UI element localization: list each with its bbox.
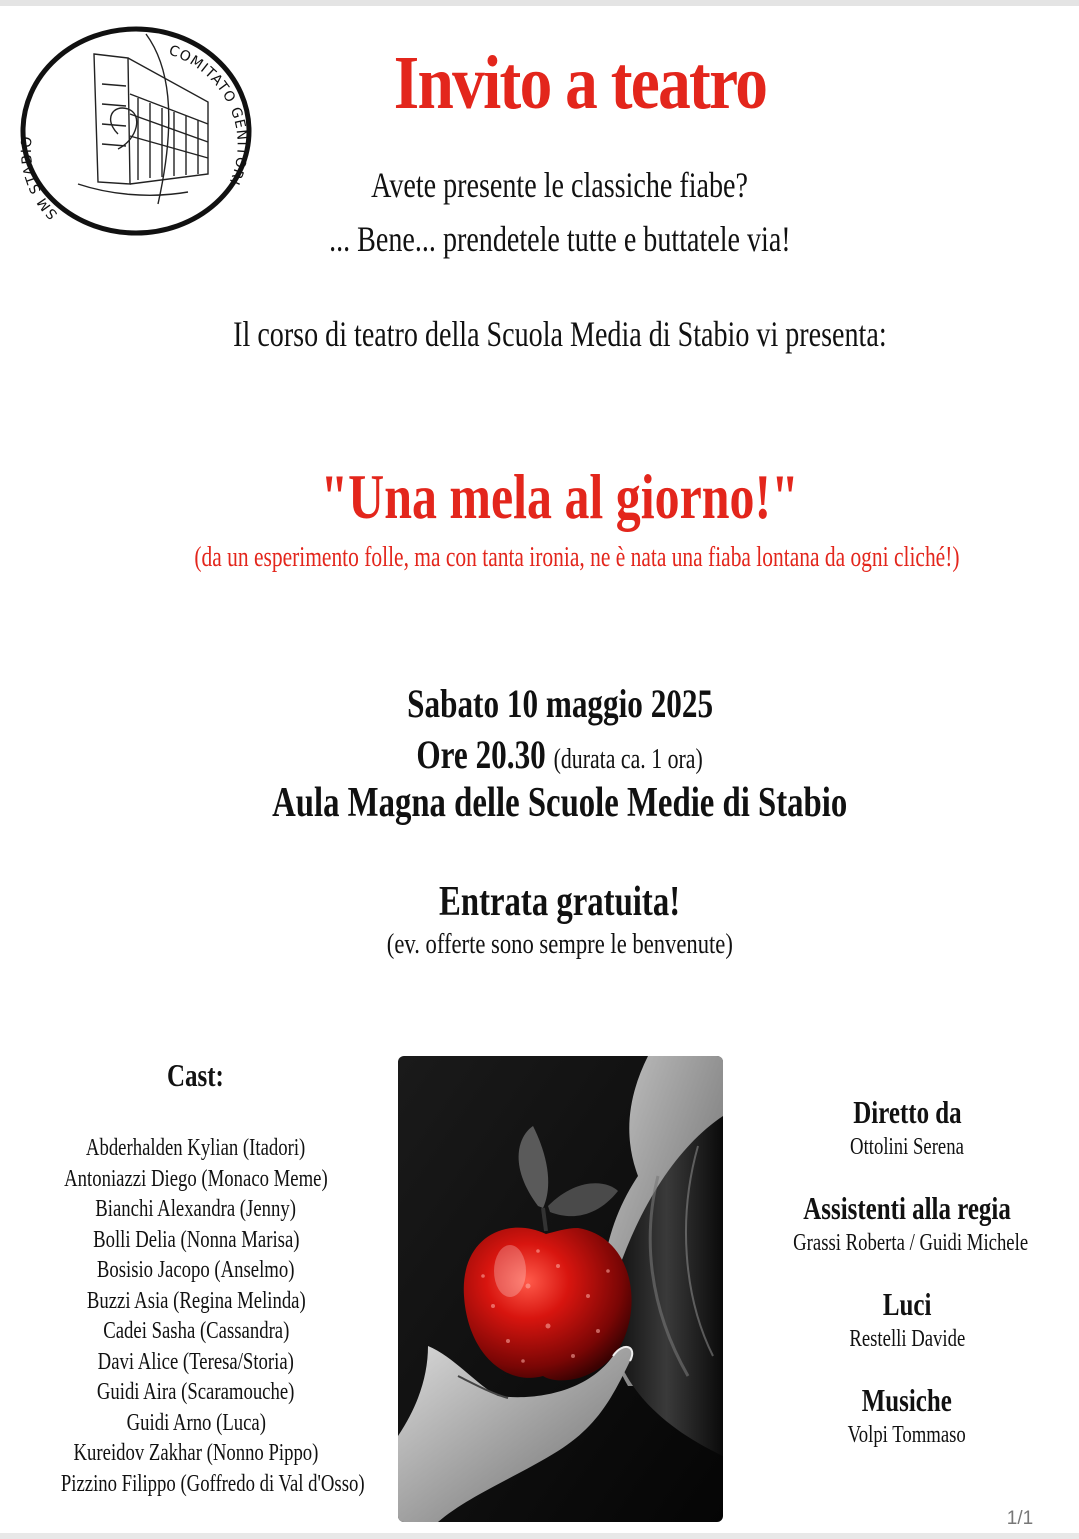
credit-name: Grassi Roberta / Guidi Michele (793, 1230, 1029, 1256)
cast-heading: Cast: (166, 1057, 224, 1093)
event-time-value: Ore 20.30 (416, 732, 547, 777)
credit-director (760, 1092, 1054, 1162)
entry-note: (ev. offerte sono sempre le benvenute) (386, 928, 734, 960)
credits-section (760, 1092, 1054, 1476)
credit-name: Volpi Tommaso (847, 1422, 967, 1448)
cast-member: Bolli Delia (Nonna Marisa) (92, 1226, 300, 1253)
entry-free: Entrata gratuita! (439, 879, 681, 925)
top-bar (0, 0, 1079, 6)
cast-member: Buzzi Asia (Regina Melinda) (86, 1287, 306, 1314)
credit-role: Luci (882, 1286, 932, 1322)
bottom-bar (0, 1533, 1079, 1539)
credit-lights (760, 1284, 1054, 1354)
cast-member: Guidi Aira (Scaramouche) (97, 1379, 295, 1405)
cast-member: Antoniazzi Diego (Monaco Meme) (64, 1165, 328, 1192)
event-date: Sabato 10 maggio 2025 (407, 681, 713, 726)
cast-member: Guidi Arno (Luca) (126, 1409, 266, 1436)
event-duration: (durata ca. 1 ora) (554, 744, 704, 775)
credit-name: Ottolini Serena (850, 1134, 964, 1160)
intro-line-2: ... Bene... prendetele tutte e buttatele via! (329, 219, 791, 259)
cast-member: Davi Alice (Teresa/Storia) (97, 1348, 295, 1375)
credit-assistants (760, 1188, 1054, 1258)
cast-member: Kureidov Zakhar (Nonno Pippo) (73, 1440, 319, 1466)
credit-role: Musiche (861, 1382, 953, 1418)
event-time (100, 731, 1020, 778)
cast-member: Bianchi Alexandra (Jenny) (95, 1196, 297, 1222)
credit-role: Diretto da (852, 1094, 962, 1130)
show-subtitle: (da un esperimento folle, ma con tanta ironia, ne è nata una fiaba lontana da ogni cliché!) (194, 541, 960, 573)
cast-member: Abderhalden Kylian (Itadori) (86, 1135, 306, 1161)
page-indicator: 1/1 (1006, 1508, 1034, 1529)
credit-role: Assistenti alla regia (803, 1190, 1011, 1226)
intro-line-1: Avete presente le classiche fiabe? (371, 165, 749, 205)
logo-text-left: SM STABIO (18, 135, 61, 223)
cast-member: Pizzino Filippo (Goffredo di Val d'Osso) (60, 1470, 365, 1497)
cast-list (18, 1133, 374, 1499)
cast-member: Cadei Sasha (Cassandra) (102, 1318, 290, 1344)
intro-line-3: Il corso di teatro della Scuola Media di Stabio vi presenta: (233, 314, 887, 354)
apple-hand-image (398, 1056, 723, 1522)
credit-name: Restelli Davide (849, 1326, 965, 1352)
event-place: Aula Magna delle Scuole Medie di Stabio (272, 780, 848, 826)
show-title: "Una mela al giorno!" (320, 461, 800, 532)
cast-member: Bosisio Jacopo (Anselmo) (97, 1257, 295, 1283)
credit-music (760, 1380, 1054, 1450)
invitation-title: Invito a teatro (393, 41, 767, 125)
logo-text-top: COMITATO GENITORI (166, 42, 250, 188)
